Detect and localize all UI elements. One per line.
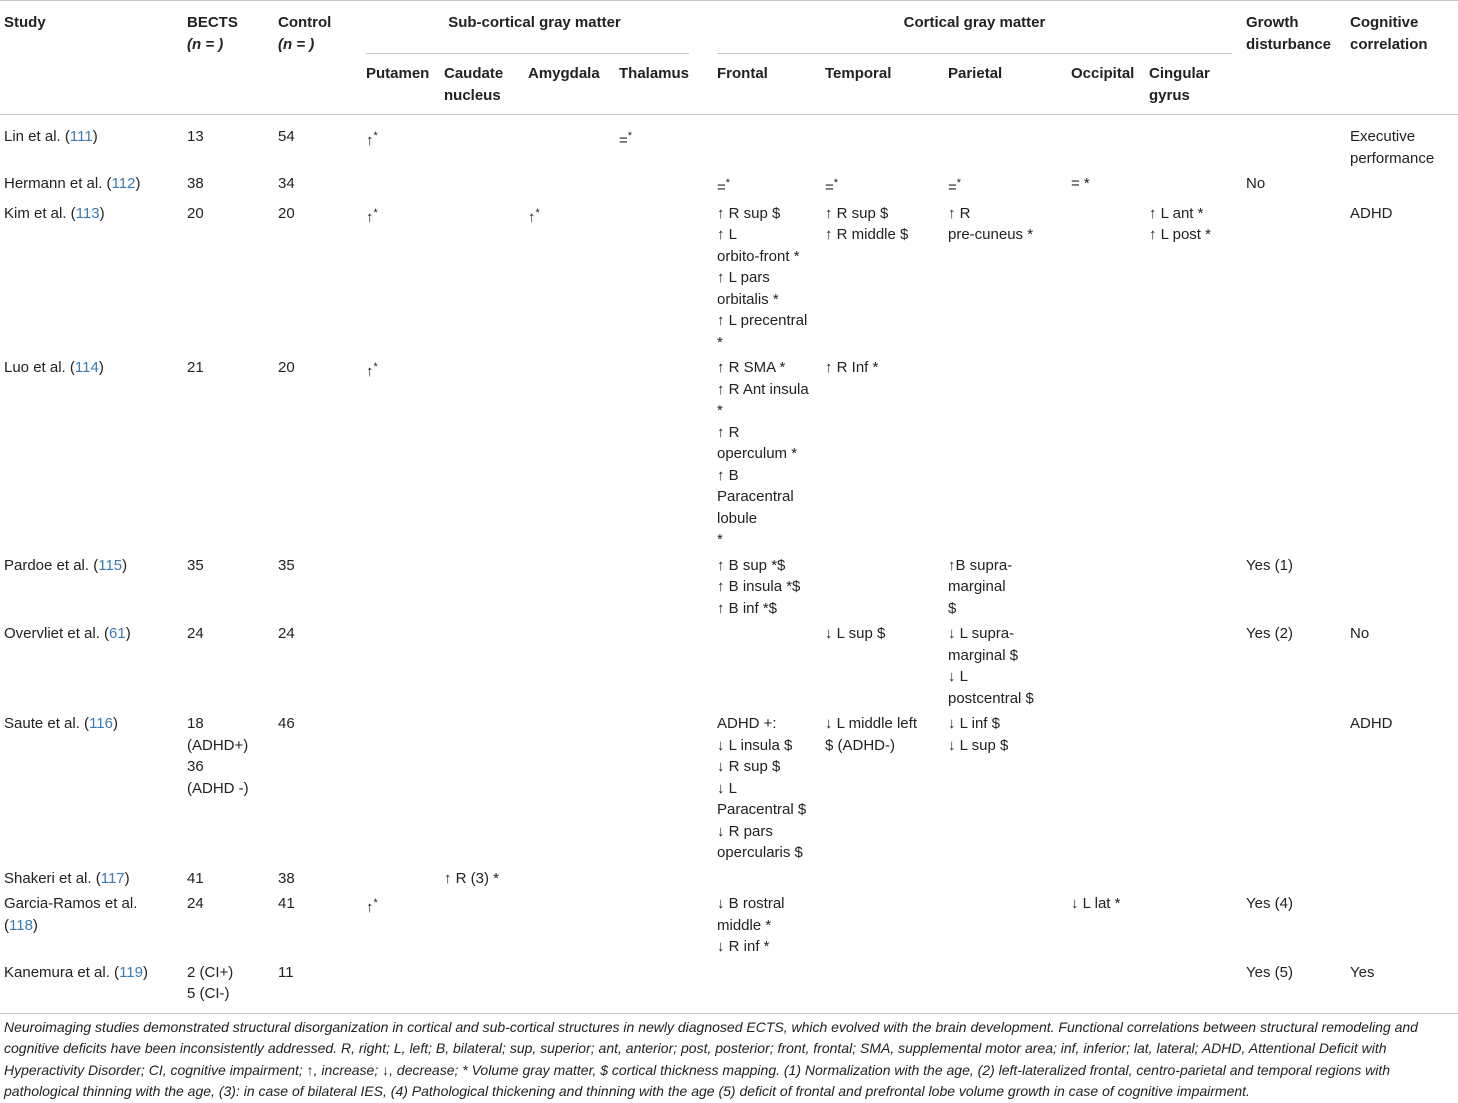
cognitive-cell: Yes	[1350, 963, 1375, 981]
table-body	[0, 115, 1458, 1009]
putamen-cell: ↑*	[366, 130, 378, 149]
putamen-cell: ↑*	[366, 206, 378, 226]
study-cell: Hermann et al. (112)	[4, 175, 141, 192]
frontal-cell	[703, 868, 825, 894]
reference-link[interactable]: 113	[75, 204, 100, 222]
asterisk-mark: *	[535, 206, 540, 219]
temporal-cell	[825, 555, 948, 624]
study-cell: Overvliet et al. (61)	[4, 625, 131, 642]
control-cell: 20	[278, 359, 295, 376]
reference-close-paren: )	[32, 916, 38, 934]
temporal-cell: ↓ L sup $	[825, 625, 886, 642]
frontal-cell: ↑ R sup $ ↑ L orbito-front * ↑ L pars orbitalis * ↑ L precentral *	[717, 204, 808, 351]
table-row	[0, 893, 1458, 962]
study-cell: Lin et al. (111)	[4, 128, 98, 145]
col-header-occipital: Occipital	[1071, 65, 1135, 82]
table-row	[0, 115, 1458, 174]
table-row	[0, 555, 1458, 624]
frontal-cell	[703, 115, 825, 174]
caudate-cell	[444, 115, 528, 174]
cingular-cell	[1149, 555, 1246, 624]
asterisk-mark: *	[373, 361, 378, 373]
cognitive-cell	[1350, 893, 1458, 962]
thalamus-cell	[619, 713, 703, 868]
putamen-cell	[366, 713, 444, 868]
cingular-cell	[1149, 623, 1246, 713]
cingular-cell	[1149, 893, 1246, 962]
cingular-cell: ↑ L ant * ↑ L post *	[1149, 204, 1211, 243]
parietal-cell: ↓ L inf $ ↓ L sup $	[948, 715, 1009, 754]
caudate-cell	[444, 713, 528, 868]
growth-cell	[1246, 357, 1350, 555]
putamen-cell	[366, 868, 444, 894]
temporal-cell	[825, 115, 948, 174]
col-header-bects: BECTS (n = )	[187, 1, 278, 115]
thalamus-cell: =*	[619, 130, 633, 149]
growth-cell: Yes (5)	[1246, 963, 1293, 981]
col-header-frontal: Frontal	[717, 65, 768, 82]
reference-close-paren: )	[99, 204, 105, 222]
caudate-cell	[444, 962, 528, 1009]
caudate-cell	[444, 893, 528, 962]
study-cell: Kanemura et al. (119)	[4, 963, 148, 981]
occipital-cell	[1071, 115, 1149, 174]
asterisk-mark: *	[627, 130, 633, 142]
reference-close-paren: )	[142, 963, 148, 981]
col-header-amygdala: Amygdala	[528, 65, 600, 82]
frontal-cell	[703, 623, 825, 713]
growth-cell: No	[1246, 175, 1266, 192]
control-cell: 34	[278, 175, 295, 192]
occipital-cell	[1071, 962, 1149, 1009]
caudate-cell	[444, 357, 528, 555]
group-header-subcortical: Sub-cortical gray matter	[366, 1, 703, 55]
asterisk-mark: *	[373, 206, 378, 219]
occipital-cell: = *	[1071, 175, 1090, 192]
study-cell: Shakeri et al. (117)	[4, 869, 130, 887]
frontal-cell: ADHD +: ↓ L insula $ ↓ R sup $ ↓ L Paracentral $ ↓ R pars opercularis $	[717, 715, 807, 861]
amygdala-cell	[528, 115, 619, 174]
cingular-cell	[1149, 357, 1246, 555]
putamen-cell: ↑*	[366, 361, 378, 380]
occipital-cell: ↓ L lat *	[1071, 895, 1121, 912]
amygdala-cell	[528, 962, 619, 1009]
temporal-cell: ↓ L middle left $ (ADHD-)	[825, 715, 917, 754]
parietal-cell: ↑B supra- marginal $	[948, 556, 1013, 617]
cognitive-cell: Executive performance	[1350, 128, 1435, 167]
bects-cell: 38	[187, 175, 204, 192]
control-cell: 20	[278, 204, 295, 222]
table-footnote: Neuroimaging studies demonstrated structural disorganization in cortical and sub-cortical structures in newly diagnosed ECTS, which evolved with the brain development. Functional correlations between structural remodeling and cognitive deficits have been inconsistently addressed. R, right; L, left; B, bilateral; sup, superior; ant, anterior; post, posterior; front, frontal; SMA, supplemental motor area; inf, inferior; lat, lateral; ADHD, Attentional Deficit with Hyperactivity Disorder; CI, cognitive impairment; ↑, increase; ↓, decrease; * Volume gray matter, $ cortical thickness mapping. (1) Normalization with the age, (2) left-lateralized frontal, centro-parietal and temporal regions with pathological thinning with the age, (3): in case of bilateral IES, (4) Pathological thickening and thinning with the age (5) deficit of frontal and prefrontal lobe volume growth in case of cognitive impairment.	[4, 1018, 1418, 1099]
caudate-cell	[444, 203, 528, 358]
table-row	[0, 203, 1458, 358]
col-header-cognitive: Cognitive correlation	[1350, 1, 1458, 115]
cingular-cell	[1149, 713, 1246, 868]
cognitive-cell	[1350, 173, 1458, 203]
col-header-thalamus: Thalamus	[619, 65, 690, 82]
frontal-cell	[703, 962, 825, 1009]
study-cell: Luo et al. (114)	[4, 359, 104, 376]
table-row	[0, 357, 1458, 555]
asterisk-mark: *	[725, 177, 731, 189]
col-header-control: Control (n = )	[278, 1, 366, 115]
frontal-cell: ↑ R SMA * ↑ R Ant insula * ↑ R operculum * ↑ B Paracentral lobule *	[717, 359, 809, 548]
amygdala-cell	[528, 173, 619, 203]
cingular-cell	[1149, 173, 1246, 203]
asterisk-mark: *	[833, 177, 839, 189]
study-cell: Pardoe et al. (115)	[4, 556, 128, 574]
study-cell: Kim et al. (113)	[4, 204, 105, 222]
reference-close-paren: )	[112, 715, 118, 732]
putamen-cell	[366, 962, 444, 1009]
putamen-cell	[366, 555, 444, 624]
caudate-cell	[444, 173, 528, 203]
parietal-cell: ↓ L supra- marginal $ ↓ L postcentral $	[948, 625, 1034, 707]
parietal-cell	[948, 962, 1071, 1009]
asterisk-mark: *	[956, 177, 962, 189]
amygdala-cell	[528, 868, 619, 894]
occipital-cell	[1071, 868, 1149, 894]
reference-link[interactable]: 111	[69, 128, 93, 145]
caudate-cell: ↑ R (3) *	[444, 869, 500, 887]
reference-link[interactable]: 114	[74, 359, 99, 376]
control-cell: 24	[278, 625, 295, 642]
parietal-cell	[948, 868, 1071, 894]
bects-cell: 2 (CI+) 5 (CI-)	[187, 963, 234, 1002]
occipital-cell	[1071, 357, 1149, 555]
amygdala-cell	[528, 713, 619, 868]
cingular-cell	[1149, 115, 1246, 174]
frontal-cell: ↓ B rostral middle * ↓ R inf *	[717, 895, 785, 955]
temporal-cell: =*	[825, 177, 839, 196]
parietal-cell	[948, 357, 1071, 555]
caudate-cell	[444, 623, 528, 713]
thalamus-cell	[619, 173, 703, 203]
reference-close-paren: )	[124, 869, 130, 887]
parietal-cell	[948, 893, 1071, 962]
asterisk-mark: *	[373, 897, 378, 909]
amygdala-cell	[528, 357, 619, 555]
reference-close-paren: )	[122, 556, 128, 574]
putamen-cell	[366, 173, 444, 203]
cognitive-cell	[1350, 868, 1458, 894]
bects-cell: 13	[187, 128, 204, 145]
thalamus-cell	[619, 893, 703, 962]
parietal-cell	[948, 115, 1071, 174]
cognitive-cell: ADHD	[1350, 204, 1393, 222]
control-cell: 11	[278, 963, 294, 981]
bects-cell: 20	[187, 204, 204, 222]
study-cell: Garcia-Ramos et al. (118)	[4, 895, 138, 934]
putamen-cell	[366, 623, 444, 713]
reference-close-paren: )	[92, 128, 98, 145]
thalamus-cell	[619, 623, 703, 713]
reference-close-paren: )	[125, 625, 131, 642]
reference-link[interactable]: 115	[98, 556, 123, 574]
cingular-cell	[1149, 962, 1246, 1009]
bects-cell: 35	[187, 556, 204, 574]
amygdala-cell: ↑*	[528, 206, 540, 226]
parietal-cell: =*	[948, 177, 962, 196]
temporal-cell: ↑ R Inf *	[825, 359, 879, 376]
group-header-cortical: Cortical gray matter	[703, 1, 1246, 55]
thalamus-cell	[619, 555, 703, 624]
putamen-cell: ↑*	[366, 897, 378, 916]
growth-cell	[1246, 203, 1350, 358]
col-header-temporal: Temporal	[825, 65, 892, 82]
growth-cell: Yes (2)	[1246, 625, 1293, 642]
col-header-growth: Growth disturbance	[1246, 1, 1350, 115]
amygdala-cell	[528, 623, 619, 713]
reference-link[interactable]: 117	[100, 869, 125, 887]
amygdala-cell	[528, 893, 619, 962]
reference-close-paren: )	[135, 175, 141, 192]
table-row	[0, 713, 1458, 868]
growth-cell: Yes (4)	[1246, 895, 1293, 912]
occipital-cell	[1071, 555, 1149, 624]
growth-cell	[1246, 115, 1350, 174]
cognitive-cell	[1350, 357, 1458, 555]
study-cell: Saute et al. (116)	[4, 715, 118, 732]
control-cell: 38	[278, 869, 295, 887]
reference-link[interactable]: 116	[89, 715, 113, 732]
bects-cell: 24	[187, 895, 204, 912]
occipital-cell	[1071, 713, 1149, 868]
frontal-cell: ↑ B sup *$ ↑ B insula *$ ↑ B inf *$	[717, 556, 801, 617]
table-row	[0, 623, 1458, 713]
table-header	[0, 1, 1458, 115]
table-row	[0, 962, 1458, 1009]
bects-cell: 21	[187, 359, 204, 376]
caudate-cell	[444, 555, 528, 624]
col-header-putamen: Putamen	[366, 65, 430, 82]
thalamus-cell	[619, 357, 703, 555]
col-header-study: Study	[0, 1, 187, 115]
growth-cell	[1246, 868, 1350, 894]
frontal-cell: =*	[717, 177, 731, 196]
growth-cell: Yes (1)	[1246, 556, 1293, 574]
thalamus-cell	[619, 203, 703, 358]
reference-link[interactable]: 119	[119, 963, 143, 981]
occipital-cell	[1071, 203, 1149, 358]
control-cell: 46	[278, 715, 295, 732]
reference-link[interactable]: 112	[111, 175, 136, 192]
thalamus-cell	[619, 962, 703, 1009]
bects-cell: 18 (ADHD+) 36 (ADHD -)	[187, 715, 249, 797]
growth-cell	[1246, 713, 1350, 868]
reference-close-paren: )	[98, 359, 104, 376]
parietal-cell: ↑ R pre-cuneus *	[948, 204, 1034, 243]
control-cell: 35	[278, 556, 295, 574]
temporal-cell: ↑ R sup $ ↑ R middle $	[825, 204, 909, 243]
reference-link[interactable]: 61	[109, 625, 126, 642]
col-header-cingular: Cingular gyrus	[1149, 65, 1210, 104]
table-row	[0, 173, 1458, 203]
col-header-caudate: Caudate nucleus	[444, 65, 504, 104]
table-row	[0, 868, 1458, 894]
cognitive-cell: No	[1350, 625, 1370, 642]
col-header-parietal: Parietal	[948, 65, 1003, 82]
cingular-cell	[1149, 868, 1246, 894]
control-cell: 54	[278, 128, 295, 145]
bects-cell: 41	[187, 869, 204, 887]
footnote-divider	[0, 1013, 1458, 1014]
reference-link[interactable]: 118	[9, 916, 33, 934]
thalamus-cell	[619, 868, 703, 894]
temporal-cell	[825, 962, 948, 1009]
bects-cell: 24	[187, 625, 204, 642]
amygdala-cell	[528, 555, 619, 624]
temporal-cell	[825, 893, 948, 962]
occipital-cell	[1071, 623, 1149, 713]
cognitive-cell	[1350, 555, 1458, 624]
temporal-cell	[825, 868, 948, 894]
cognitive-cell: ADHD	[1350, 715, 1393, 732]
asterisk-mark: *	[373, 130, 378, 142]
control-cell: 41	[278, 895, 295, 912]
